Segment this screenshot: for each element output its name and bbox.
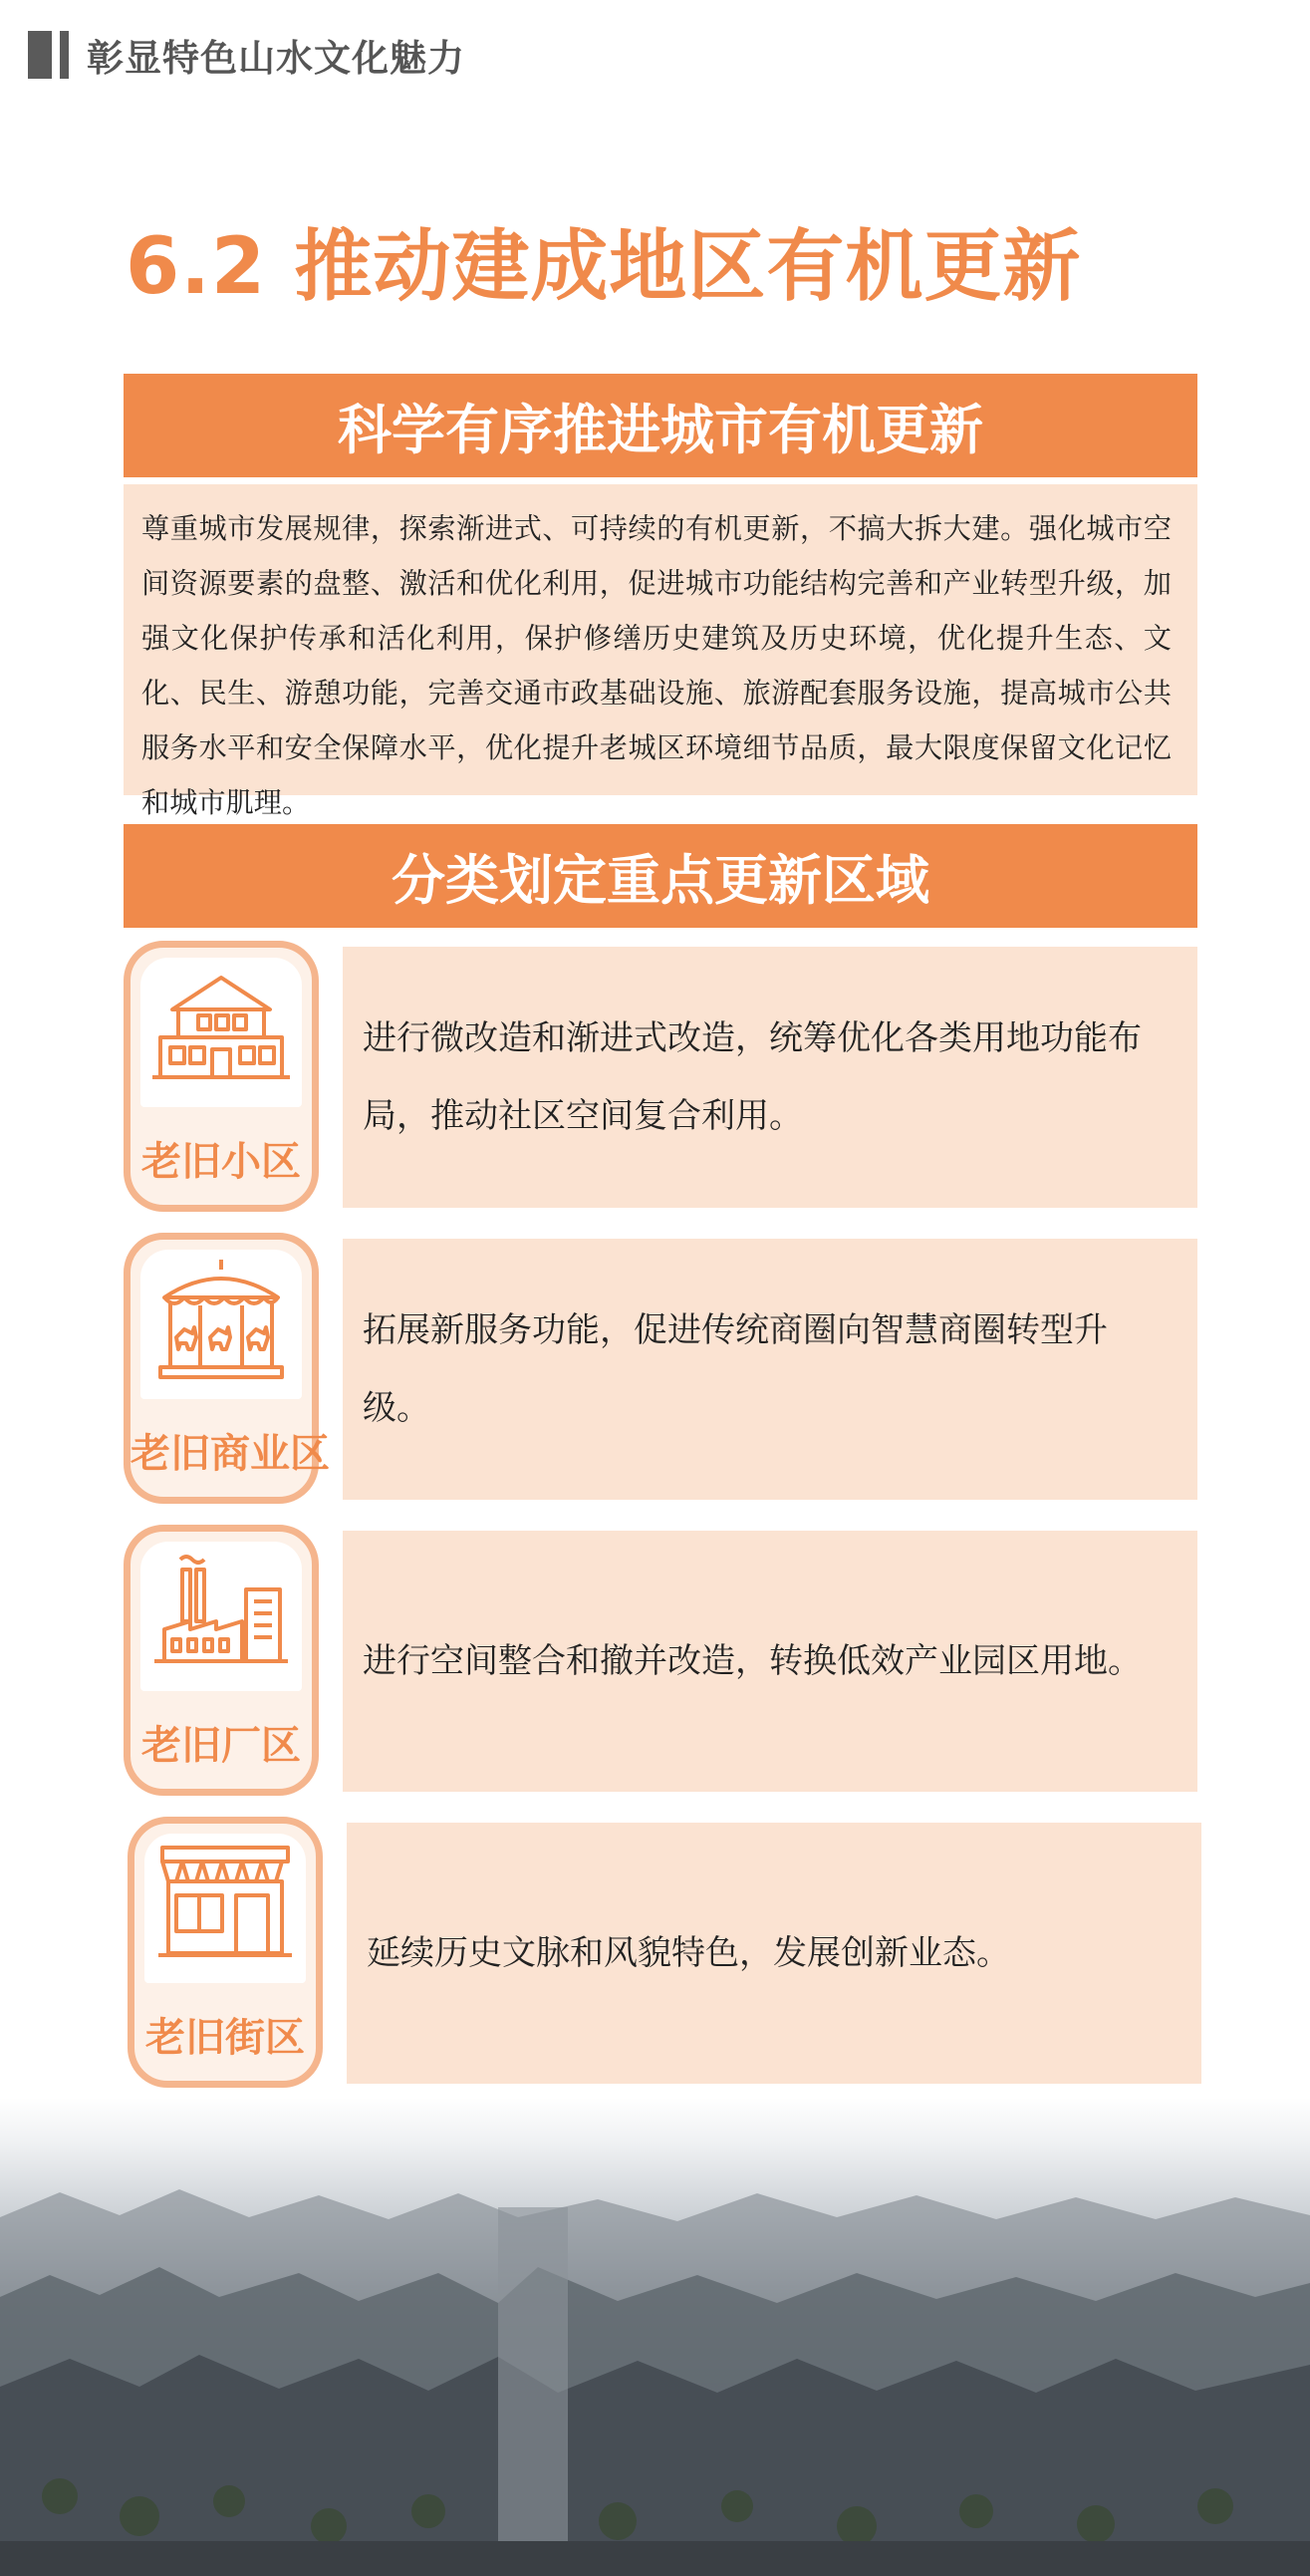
- header-bar-mark-thin: [60, 31, 69, 79]
- category-label: 老旧街区: [145, 2015, 305, 2061]
- storefront-icon: [154, 1842, 296, 1969]
- carousel-icon: [150, 1258, 292, 1385]
- header-bar-mark: [28, 31, 52, 79]
- old-town-rooftops: [0, 2098, 1310, 2576]
- category-card-factory: [124, 1525, 319, 1796]
- category-text: 进行空间整合和撤并改造，转换低效产业园区用地。: [363, 1641, 1142, 1681]
- category-label: 老旧厂区: [141, 1723, 301, 1769]
- factory-icon: [150, 1550, 292, 1677]
- category-card-street: [128, 1817, 323, 2088]
- header-title: 彰显特色山水文化魅力: [87, 37, 465, 80]
- category-label: 老旧商业区: [131, 1431, 330, 1477]
- category-text: 延续历史文脉和风貌特色，发展创新业态。: [367, 1933, 1010, 1973]
- section-header: [28, 30, 465, 80]
- category-description: [343, 1239, 1197, 1500]
- section2-heading: 分类划定重点更新区域: [124, 824, 1197, 928]
- page-title: 6.2 推动建成地区有机更新: [126, 222, 1082, 312]
- section1-heading: 科学有序推进城市有机更新: [124, 374, 1197, 477]
- category-card-residential: [124, 941, 319, 1212]
- residential-building-icon: [150, 966, 292, 1093]
- category-text: 进行微改造和渐进式改造，统筹优化各类用地功能布局，推动社区空间复合利用。: [363, 1018, 1142, 1136]
- category-description: [347, 1823, 1201, 2084]
- section1-body: 尊重城市发展规律，探索渐进式、可持续的有机更新，不搞大拆大建。强化城市空间资源要素的盘整、激活和优化利用，促进城市功能结构完善和产业转型升级，加强文化保护传承和活化利用，保护修缮历史建筑及历史环境，优化提升生态、文化、民生、游憩功能，完善交通市政基础设施、旅游配套服务设施，提高城市公共服务水平和安全保障水平，优化提升老城区环境细节品质，最大限度保留文化记忆和城市肌理。: [124, 484, 1197, 795]
- category-text: 拓展新服务功能，促进传统商圈向智慧商圈转型升级。: [363, 1310, 1108, 1428]
- category-card-commercial: [124, 1233, 330, 1504]
- old-town-aerial-photo: [0, 2098, 1310, 2576]
- category-label: 老旧小区: [141, 1139, 301, 1185]
- category-description: [343, 947, 1197, 1208]
- category-description: [343, 1531, 1197, 1792]
